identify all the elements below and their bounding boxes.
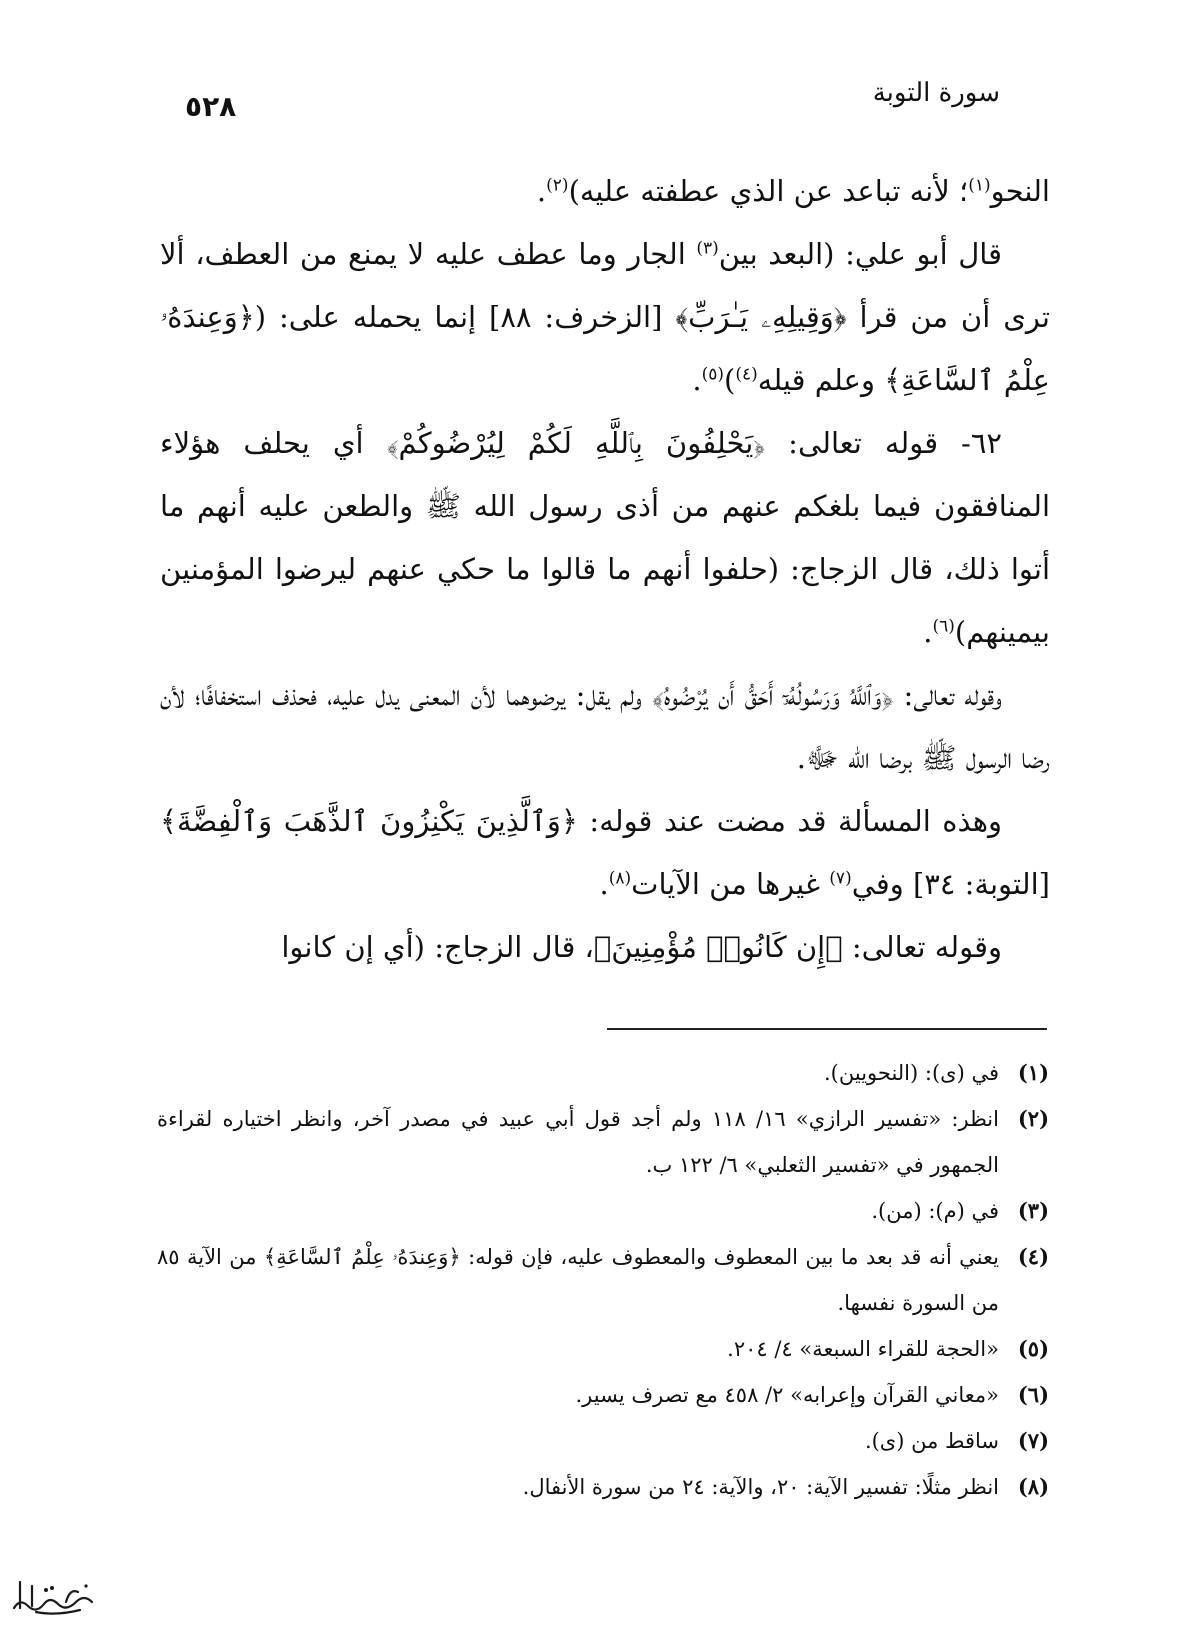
text-segment: أي يحلف هؤلاء المنافقون فيما بلغكم عنهم من أذى رسول الله ﷺ والطعن عليه أنهم ما أتوا ذلك، قال الزجاج: (حلفوا أنهم ما قالوا ما حكي عنهم ليرضوا المؤمنين بيمينهم) bbox=[160, 426, 1050, 649]
footnote-number: (١) bbox=[1017, 1060, 1049, 1085]
text-segment: الجار وما عطف عليه لا يمنع من العطف، ألا ترى أن من قرأ bbox=[160, 237, 1050, 334]
paragraph-1 bbox=[160, 160, 1050, 223]
footnote-text: يعني أنه قد بعد ما بين المعطوف والمعطوف عليه، فإن قوله: ﴿وَعِندَهُۥ عِلْمُ ٱلسَّاعَةِ﴾ من الآية ٨٥ من السورة نفسها. bbox=[157, 1245, 999, 1315]
footnote-number: (٨) bbox=[1017, 1474, 1049, 1499]
text-segment: ٦٢- قوله تعالى: bbox=[765, 426, 1003, 460]
text-segment: ؛ لأنه تباعد عن الذي عطفته عليه) bbox=[568, 174, 969, 208]
paragraph-4 bbox=[160, 664, 1050, 790]
quran-verse: ﴿إِن كَانُوا۟ مُؤْمِنِينَ﴾ bbox=[593, 930, 843, 964]
text-segment: وقوله تعالى: bbox=[893, 678, 1002, 712]
text-segment: قال أبو علي: (البعد بين bbox=[718, 237, 1002, 271]
paragraph-3 bbox=[160, 412, 1050, 664]
text-segment: وقوله تعالى: bbox=[842, 930, 1002, 964]
footnote-ref-4: (٤) bbox=[735, 364, 758, 385]
footnote-ref-7: (٧) bbox=[829, 868, 852, 889]
footnote-number: (٧) bbox=[1017, 1428, 1049, 1453]
text-segment: ) bbox=[724, 363, 736, 397]
text-segment: غيرها من الآيات bbox=[631, 867, 830, 901]
footnote-number: (٥) bbox=[1017, 1336, 1049, 1361]
footnote-divider bbox=[607, 1028, 1047, 1030]
footnote-text: في (م): (من). bbox=[871, 1199, 999, 1223]
text-segment: وعلم قيله bbox=[757, 363, 885, 397]
text-segment: . bbox=[692, 363, 702, 397]
quran-verse: ﴿وَٱللَّهُ وَرَسُولُهُۥٓ أَحَقُّ أَن يُرْضُوهُ﴾ bbox=[652, 678, 894, 712]
text-segment: ، قال الزجاج: (أي إن كانوا bbox=[281, 930, 594, 964]
footnote-8 bbox=[157, 1464, 1049, 1510]
paragraph-6 bbox=[160, 916, 1050, 979]
footnote-ref-3: (٣) bbox=[696, 238, 719, 259]
footnote-text: في (ى): (النحويين). bbox=[824, 1061, 999, 1085]
footnote-2 bbox=[157, 1096, 1049, 1188]
footnote-text: انظر: «تفسير الرازي» ١٦/ ١١٨ ولم أجد قول أبي عبيد في مصدر آخر، وانظر اختياره لقراءة الجمهور في «تفسير الثعلبي» ٦/ ١٢٢ ب. bbox=[157, 1107, 999, 1177]
footnotes-list bbox=[157, 1050, 1049, 1510]
footnote-ref-5: (٥) bbox=[701, 364, 725, 385]
footnote-number: (٤) bbox=[1017, 1244, 1049, 1269]
quran-verse: ﴿وَقِيلِهِۦ يَـٰرَبِّ﴾ bbox=[675, 300, 847, 334]
footnote-4 bbox=[157, 1234, 1049, 1326]
footnote-text: «معاني القرآن وإعرابه» ٢/ ٤٥٨ مع تصرف يسير. bbox=[575, 1383, 999, 1407]
footnote-text: انظر مثلًا: تفسير الآية: ٢٠، والآية: ٢٤ من سورة الأنفال. bbox=[522, 1475, 999, 1499]
text-segment: . bbox=[923, 615, 933, 649]
footnote-ref-6: (٦) bbox=[932, 616, 955, 637]
quran-verse: ﴿وَعِندَهُۥ عِلْمُ ٱلسَّاعَةِ﴾ bbox=[160, 300, 1050, 397]
paragraph-5 bbox=[160, 790, 1050, 916]
text-segment: ولم يقل: يرضوهما لأن المعنى يدل عليه، فحذف استخفافًا؛ لأن رضا الرسول ﷺ برضا الله ﷻ. bbox=[160, 678, 1050, 775]
text-segment: وهذه المسألة قد مضت عند قوله: bbox=[577, 804, 1002, 838]
text-segment: النحو bbox=[990, 174, 1050, 208]
footnote-number: (٢) bbox=[1017, 1106, 1049, 1131]
footnote-ref-2: (٢) bbox=[546, 175, 569, 196]
text-segment: . bbox=[599, 867, 609, 901]
footnote-ref-1: (١) bbox=[968, 175, 991, 196]
running-title: سورة التوبة bbox=[872, 78, 1000, 108]
paragraph-2 bbox=[160, 223, 1050, 412]
main-text bbox=[160, 160, 1050, 979]
footnote-6 bbox=[157, 1372, 1049, 1418]
footnote-number: (٦) bbox=[1017, 1382, 1049, 1407]
calligraphy-watermark-logo bbox=[6, 1568, 98, 1620]
footnote-ref-8: (٨) bbox=[608, 868, 632, 889]
page-number: ٥٢٨ bbox=[185, 90, 237, 123]
page-header bbox=[185, 78, 1000, 124]
text-segment: [الزخرف: ٨٨] إنما يحمله على: ( bbox=[254, 300, 676, 334]
quran-verse: ﴿وَٱلَّذِينَ يَكْنِزُونَ ٱلذَّهَبَ وَٱلْفِضَّةَ﴾ bbox=[160, 804, 578, 838]
footnote-5 bbox=[157, 1326, 1049, 1372]
footnote-number: (٣) bbox=[1017, 1198, 1049, 1223]
quran-verse: ﴿يَحْلِفُونَ بِٱللَّهِ لَكُمْ لِيُرْضُوكُمْ﴾ bbox=[386, 426, 766, 460]
footnote-1 bbox=[157, 1050, 1049, 1096]
text-segment: [التوبة: ٣٤] وفي bbox=[851, 867, 1050, 901]
footnote-text: «الحجة للقراء السبعة» ٤/ ٢٠٤. bbox=[727, 1337, 999, 1361]
footnote-3 bbox=[157, 1188, 1049, 1234]
footnote-text: ساقط من (ى). bbox=[864, 1429, 999, 1453]
footnote-7 bbox=[157, 1418, 1049, 1464]
text-segment: . bbox=[536, 174, 547, 208]
